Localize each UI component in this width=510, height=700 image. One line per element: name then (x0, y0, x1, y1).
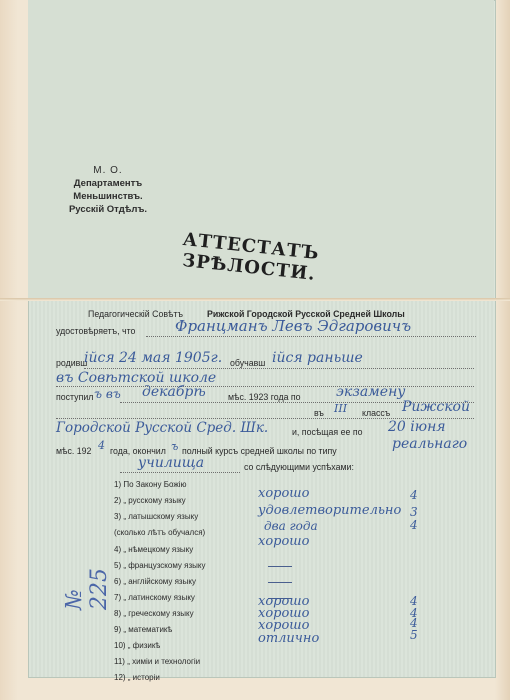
subject-grade: отлично (258, 631, 320, 646)
year-label: мѣс. 1923 года по (228, 392, 301, 402)
ministry-line-1: М. О. (93, 165, 123, 176)
subject-grade-number: 5 (410, 628, 418, 642)
name-dotted-line (146, 336, 476, 337)
subject-label: 7) „ латинскому языку (114, 593, 195, 602)
subject-grade-number: 4 (410, 594, 418, 608)
ministry-header (38, 164, 178, 216)
college-handwritten: училища (138, 455, 205, 471)
subject-label: 8) „ греческому языку (114, 609, 194, 618)
school-type-handwritten: реальнаго (392, 436, 468, 452)
subject-grade: хорошо (258, 534, 310, 549)
ministry-line-3: Русскій Отдѣлъ. (68, 204, 148, 215)
exam-handwritten: экзамену (336, 384, 406, 400)
subject-label: 12) „ исторіи (114, 673, 160, 682)
empty-grade-dash (268, 566, 292, 567)
subject-grade: хорошо (258, 594, 310, 609)
following-results-label: со слѣдующими успѣхами: (244, 462, 354, 472)
full-course-label: полный курсъ средней школы по типу (182, 446, 337, 456)
previous-school-handwritten: въ Совѣтской школе (56, 370, 217, 386)
subject-label: (сколько лѣтъ обучался) (114, 528, 206, 537)
studied-label: обучавш (230, 358, 266, 368)
subject-grade-number: 3 (410, 505, 418, 519)
year-digit-handwritten: 4 (98, 439, 105, 452)
subject-grade: хорошо (258, 486, 310, 501)
subject-grade-number: 4 (410, 518, 418, 532)
finished-suffix-handwritten: ъ (171, 440, 179, 453)
ministry-line-2: Департаментъ Меньшинствъ. (73, 178, 143, 202)
subject-grade-number: 4 (410, 606, 418, 620)
finished-label: года, окончил (110, 446, 166, 456)
subject-label: 6) „ англійскому языку (114, 577, 196, 586)
student-name-handwritten: Францманъ Левъ Эдгаровичъ (175, 317, 412, 335)
line9-dotted (120, 472, 240, 473)
empty-grade-dash (268, 582, 292, 583)
birth-date-handwritten: ійся 24 мая 1905г. (84, 350, 223, 366)
subject-grade: удовлетворительно (258, 503, 402, 518)
subject-grade-number: 4 (410, 488, 418, 502)
school-name: Рижской Городской Русской Средней Школы (207, 309, 405, 319)
subject-label: 2) „ русскому языку (114, 496, 186, 505)
certifies-label: удостовѣряетъ, что (56, 326, 136, 336)
certificate-title: АТТЕСТАТЪ ЗРѢЛОСТИ. (181, 228, 321, 285)
attending-label: и, посѣщая ее по (292, 427, 363, 437)
entered-in-handwritten: ъ въ (94, 387, 121, 401)
entered-label: поступил (56, 392, 94, 402)
line3-dotted (84, 368, 474, 369)
certificate-number-handwritten: № 225 (62, 568, 112, 610)
class-label: классъ (362, 408, 391, 418)
studied-handwritten: ійся раньше (272, 350, 363, 366)
month-handwritten: декабрѣ (142, 384, 206, 400)
subject-label: 1) По Закону Божію (114, 480, 187, 489)
into-label: въ (314, 408, 324, 418)
subject-label: 5) „ французскому языку (114, 561, 206, 570)
paper-fold (0, 298, 510, 301)
class-number-handwritten: III (334, 402, 348, 415)
subject-grade: два года (264, 519, 318, 533)
subject-grade: хорошо (258, 618, 310, 633)
subject-grade-number: 4 (410, 616, 418, 630)
subject-label: 9) „ математикѣ (114, 625, 173, 634)
subject-label: 4) „ нѣмецкому языку (114, 545, 194, 554)
born-label: родивш (56, 358, 88, 368)
month-year-label: мѣс. 192 (56, 446, 92, 456)
subject-grade: хорошо (258, 606, 310, 621)
end-date-handwritten: 20 іюня (388, 419, 446, 435)
subject-label: 3) „ латышскому языку (114, 512, 199, 521)
subject-label: 10) „ физикѣ (114, 641, 161, 650)
subject-label: 11) „ химіи и технологіи (114, 657, 201, 666)
council-label: Педагогическій Совѣтъ (88, 309, 183, 319)
school-handwritten: Рижской (402, 399, 470, 415)
school-full-handwritten: Городской Русской Сред. Шк. (56, 420, 269, 436)
